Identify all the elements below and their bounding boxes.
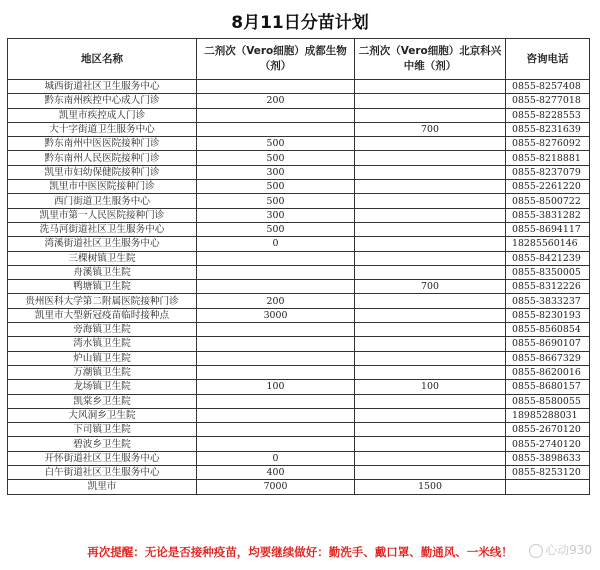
cell-phone: 0855-8257408 bbox=[506, 80, 590, 94]
wechat-icon bbox=[529, 544, 543, 558]
cell-beijing-sinovac bbox=[355, 137, 506, 151]
cell-beijing-sinovac bbox=[355, 251, 506, 265]
cell-beijing-sinovac bbox=[355, 394, 506, 408]
cell-phone: 0855-8500722 bbox=[506, 194, 590, 208]
cell-chengdu-bio bbox=[197, 265, 355, 279]
cell-region-name: 下司镇卫生院 bbox=[8, 423, 197, 437]
cell-region-name: 凯棠乡卫生院 bbox=[8, 394, 197, 408]
table-row bbox=[8, 437, 590, 451]
cell-beijing-sinovac bbox=[355, 351, 506, 365]
cell-chengdu-bio: 300 bbox=[197, 165, 355, 179]
cell-region-name: 黔东南州人民医院接种门诊 bbox=[8, 151, 197, 165]
cell-beijing-sinovac bbox=[355, 365, 506, 379]
cell-beijing-sinovac bbox=[355, 466, 506, 480]
cell-chengdu-bio: 200 bbox=[197, 294, 355, 308]
cell-region-name: 西门街道卫生服务中心 bbox=[8, 194, 197, 208]
cell-beijing-sinovac bbox=[355, 337, 506, 351]
table-row bbox=[8, 408, 590, 422]
watermark-text: 心动930 bbox=[545, 543, 592, 557]
cell-beijing-sinovac bbox=[355, 323, 506, 337]
cell-phone: 0855-2261220 bbox=[506, 180, 590, 194]
table-row bbox=[8, 151, 590, 165]
cell-phone: 0855-8228553 bbox=[506, 108, 590, 122]
cell-chengdu-bio bbox=[197, 351, 355, 365]
cell-chengdu-bio: 500 bbox=[197, 180, 355, 194]
cell-region-name: 凯里市妇幼保健院接种门诊 bbox=[8, 165, 197, 179]
cell-chengdu-bio bbox=[197, 394, 355, 408]
table-row bbox=[8, 237, 590, 251]
cell-beijing-sinovac bbox=[355, 423, 506, 437]
cell-region-name: 城西街道社区卫生服务中心 bbox=[8, 80, 197, 94]
cell-beijing-sinovac bbox=[355, 94, 506, 108]
cell-chengdu-bio bbox=[197, 337, 355, 351]
cell-chengdu-bio bbox=[197, 122, 355, 136]
cell-phone: 0855-8620016 bbox=[506, 365, 590, 379]
cell-region-name: 开怀街道社区卫生服务中心 bbox=[8, 451, 197, 465]
cell-region-name: 湾溪街道社区卫生服务中心 bbox=[8, 237, 197, 251]
cell-region-name: 凯里市大型新冠疫苗临时接种点 bbox=[8, 308, 197, 322]
table-row bbox=[8, 251, 590, 265]
cell-chengdu-bio: 3000 bbox=[197, 308, 355, 322]
cell-chengdu-bio: 500 bbox=[197, 222, 355, 236]
cell-chengdu-bio bbox=[197, 108, 355, 122]
cell-phone: 18285560146 bbox=[506, 237, 590, 251]
cell-phone: 0855-8667329 bbox=[506, 351, 590, 365]
cell-region-name: 大十字街道卫生服务中心 bbox=[8, 122, 197, 136]
table-row bbox=[8, 394, 590, 408]
cell-chengdu-bio: 100 bbox=[197, 380, 355, 394]
cell-beijing-sinovac bbox=[355, 108, 506, 122]
table-row bbox=[8, 280, 590, 294]
cell-beijing-sinovac bbox=[355, 80, 506, 94]
table-row bbox=[8, 137, 590, 151]
cell-beijing-sinovac: 1500 bbox=[355, 480, 506, 494]
cell-phone: 0855-8277018 bbox=[506, 94, 590, 108]
reminder-banner bbox=[0, 544, 600, 560]
cell-phone: 0855-8312226 bbox=[506, 280, 590, 294]
cell-region-name: 白午街道社区卫生服务中心 bbox=[8, 466, 197, 480]
cell-region-name: 凯里市中医医院接种门诊 bbox=[8, 180, 197, 194]
cell-region-name: 贵州医科大学第二附属医院接种门诊 bbox=[8, 294, 197, 308]
cell-phone: 0855-8694117 bbox=[506, 222, 590, 236]
header-beijing-sinovac: 二剂次（Vero细胞）北京科兴中维（剂） bbox=[355, 39, 506, 80]
cell-phone: 0855-3833237 bbox=[506, 294, 590, 308]
cell-chengdu-bio bbox=[197, 323, 355, 337]
cell-beijing-sinovac bbox=[355, 451, 506, 465]
table-row bbox=[8, 80, 590, 94]
cell-chengdu-bio bbox=[197, 423, 355, 437]
cell-region-name: 凯里市 bbox=[8, 480, 197, 494]
cell-chengdu-bio bbox=[197, 437, 355, 451]
cell-region-name: 舟溪镇卫生院 bbox=[8, 265, 197, 279]
cell-chengdu-bio: 0 bbox=[197, 237, 355, 251]
table-body bbox=[8, 80, 590, 495]
cell-beijing-sinovac bbox=[355, 208, 506, 222]
table-row bbox=[8, 194, 590, 208]
cell-beijing-sinovac bbox=[355, 265, 506, 279]
table-header-row bbox=[8, 39, 590, 80]
table-row bbox=[8, 365, 590, 379]
header-region-name: 地区名称 bbox=[8, 39, 197, 80]
cell-region-name: 大风洞乡卫生院 bbox=[8, 408, 197, 422]
table-row bbox=[8, 323, 590, 337]
cell-phone: 0855-2670120 bbox=[506, 423, 590, 437]
vaccine-allocation-table bbox=[7, 38, 590, 495]
cell-region-name: 龙场镇卫生院 bbox=[8, 380, 197, 394]
cell-region-name: 旁海镇卫生院 bbox=[8, 323, 197, 337]
watermark bbox=[529, 541, 592, 558]
cell-beijing-sinovac: 700 bbox=[355, 122, 506, 136]
reminder-text: 无论是否接种疫苗，均要继续做好：勤洗手、戴口罩、勤通风、一米线！ bbox=[144, 545, 513, 559]
cell-region-name: 三棵树镇卫生院 bbox=[8, 251, 197, 265]
table-row bbox=[8, 165, 590, 179]
table-row bbox=[8, 222, 590, 236]
cell-phone: 0855-8218881 bbox=[506, 151, 590, 165]
table-row bbox=[8, 208, 590, 222]
cell-phone: 0855-3831282 bbox=[506, 208, 590, 222]
table-row bbox=[8, 451, 590, 465]
header-phone: 咨询电话 bbox=[506, 39, 590, 80]
cell-beijing-sinovac bbox=[355, 194, 506, 208]
cell-chengdu-bio bbox=[197, 251, 355, 265]
cell-phone: 0855-8237079 bbox=[506, 165, 590, 179]
cell-chengdu-bio: 500 bbox=[197, 194, 355, 208]
cell-beijing-sinovac bbox=[355, 308, 506, 322]
page-title: 8月11日分苗计划 bbox=[231, 13, 369, 33]
table-row bbox=[8, 122, 590, 136]
table-row bbox=[8, 94, 590, 108]
cell-beijing-sinovac bbox=[355, 180, 506, 194]
cell-region-name: 凯里市疾控成人门诊 bbox=[8, 108, 197, 122]
cell-region-name: 万潮镇卫生院 bbox=[8, 365, 197, 379]
cell-chengdu-bio: 500 bbox=[197, 151, 355, 165]
cell-beijing-sinovac: 100 bbox=[355, 380, 506, 394]
cell-phone: 0855-8690107 bbox=[506, 337, 590, 351]
table-row bbox=[8, 180, 590, 194]
table-row bbox=[8, 337, 590, 351]
cell-phone: 0855-8580055 bbox=[506, 394, 590, 408]
cell-chengdu-bio: 500 bbox=[197, 137, 355, 151]
cell-region-name: 黔东南州中医医院接种门诊 bbox=[8, 137, 197, 151]
cell-region-name: 凯里市第一人民医院接种门诊 bbox=[8, 208, 197, 222]
cell-phone: 18985288031 bbox=[506, 408, 590, 422]
reminder-label: 再次提醒： bbox=[87, 545, 145, 559]
cell-beijing-sinovac bbox=[355, 222, 506, 236]
cell-chengdu-bio: 200 bbox=[197, 94, 355, 108]
cell-region-name: 黔东南州疾控中心成人门诊 bbox=[8, 94, 197, 108]
cell-chengdu-bio bbox=[197, 365, 355, 379]
cell-chengdu-bio: 300 bbox=[197, 208, 355, 222]
table-row bbox=[8, 108, 590, 122]
cell-chengdu-bio: 7000 bbox=[197, 480, 355, 494]
cell-region-name: 鸭塘镇卫生院 bbox=[8, 280, 197, 294]
cell-phone: 0855-8560854 bbox=[506, 323, 590, 337]
table-row bbox=[8, 308, 590, 322]
cell-beijing-sinovac bbox=[355, 151, 506, 165]
cell-phone: 0855-8276092 bbox=[506, 137, 590, 151]
table-row bbox=[8, 265, 590, 279]
table-row bbox=[8, 480, 590, 494]
cell-chengdu-bio bbox=[197, 280, 355, 294]
table-row bbox=[8, 351, 590, 365]
cell-phone: 0855-8253120 bbox=[506, 466, 590, 480]
cell-phone: 0855-8680157 bbox=[506, 380, 590, 394]
cell-region-name: 湾水镇卫生院 bbox=[8, 337, 197, 351]
table-row bbox=[8, 466, 590, 480]
cell-beijing-sinovac bbox=[355, 408, 506, 422]
cell-beijing-sinovac bbox=[355, 437, 506, 451]
cell-chengdu-bio: 0 bbox=[197, 451, 355, 465]
cell-phone: 0855-8231639 bbox=[506, 122, 590, 136]
cell-region-name: 碧波乡卫生院 bbox=[8, 437, 197, 451]
cell-phone: 0855-8421239 bbox=[506, 251, 590, 265]
cell-beijing-sinovac bbox=[355, 294, 506, 308]
cell-phone bbox=[506, 480, 590, 494]
header-chengdu-bio: 二剂次（Vero细胞）成都生物（剂） bbox=[197, 39, 355, 80]
table-row bbox=[8, 423, 590, 437]
cell-phone: 0855-8350005 bbox=[506, 265, 590, 279]
cell-beijing-sinovac bbox=[355, 165, 506, 179]
cell-beijing-sinovac bbox=[355, 237, 506, 251]
cell-region-name: 洗马河街道社区卫生服务中心 bbox=[8, 222, 197, 236]
cell-beijing-sinovac: 700 bbox=[355, 280, 506, 294]
cell-region-name: 炉山镇卫生院 bbox=[8, 351, 197, 365]
table-row bbox=[8, 380, 590, 394]
table-row bbox=[8, 294, 590, 308]
cell-chengdu-bio bbox=[197, 408, 355, 422]
cell-phone: 0855-3898633 bbox=[506, 451, 590, 465]
cell-phone: 0855-8230193 bbox=[506, 308, 590, 322]
cell-chengdu-bio bbox=[197, 80, 355, 94]
cell-chengdu-bio: 400 bbox=[197, 466, 355, 480]
cell-phone: 0855-2740120 bbox=[506, 437, 590, 451]
